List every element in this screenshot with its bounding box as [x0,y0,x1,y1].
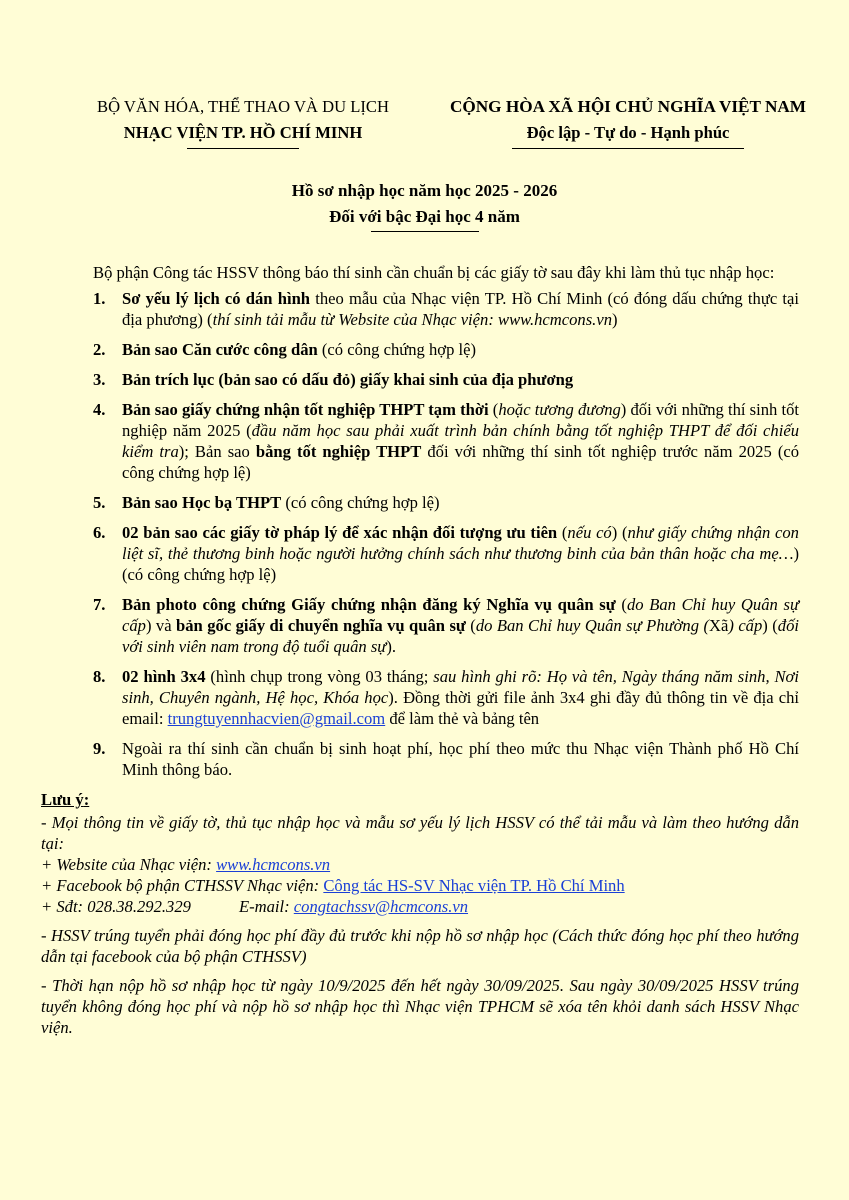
country-motto: Độc lập - Tự do - Hạnh phúc [526,123,730,142]
photo-email-link[interactable]: trungtuyennhacvien@gmail.com [167,709,386,728]
note-contact-block [41,812,799,917]
agency-header [68,94,418,149]
national-header [428,94,828,149]
note-facebook-line: + Facebook bộ phận CTHSSV Nhạc viện: Công tác HS-SV Nhạc viện TP. Hồ Chí Minh [41,876,625,895]
list-item: 8. 02 hình 3x4 (hình chụp trong vòng 03 tháng; sau hình ghi rõ: Họ và tên, Ngày tháng năm sinh, Nơi sinh, Chuyên ngành, Hệ học, Khóa học). Đồng thời gửi file ảnh 3x4 ghi đầy đủ thông tin về địa chỉ email: trungtuyennhacvien@gmail.com để làm thẻ và bảng tên [93,667,800,728]
title-line-1: Hồ sơ nhập học năm học 2025 - 2026 [291,181,558,200]
list-item: 6. 02 bản sao các giấy tờ pháp lý để xác nhận đối tượng ưu tiên (nếu có) (như giấy chứng nhận con liệt sĩ, thẻ thương binh hoặc người hưởng chính sách như thương binh của bản thân hoặc cha mẹ…) (có công chứng hợp lệ) [93,523,799,584]
intro-paragraph: Bộ phận Công tác HSSV thông báo thí sinh cần chuẩn bị các giấy tờ sau đây khi làm thủ tục nhập học: [93,263,775,282]
list-item: 1. Sơ yếu lý lịch có dán hình theo mẫu của Nhạc viện TP. Hồ Chí Minh (có đóng dấu chứng thực tại địa phương) (thí sinh tải mẫu từ Website của Nhạc viện: www.hcmcons.vn) [93,289,799,329]
institution-underline [187,148,299,149]
facebook-link[interactable]: Công tác HS-SV Nhạc viện TP. Hồ Chí Minh [323,876,625,895]
contact-email-link[interactable]: congtachssv@hcmcons.vn [293,897,469,916]
institution-name: NHẠC VIỆN TP. HỒ CHÍ MINH [123,123,363,142]
title-line-2: Đối với bậc Đại học 4 năm [329,207,520,226]
list-item: 4. Bản sao giấy chứng nhận tốt nghiệp THPT tạm thời (hoặc tương đương) đối với những thí sinh tốt nghiệp năm 2025 (đầu năm học sau phải xuất trình bản chính bằng tốt nghiệp THPT để đối chiếu kiểm tra); Bản sao bằng tốt nghiệp THPT đối với những thí sinh tốt nghiệp trước năm 2025 (có công chứng hợp lệ) [93,400,800,482]
title-underline [371,231,479,232]
list-item: 5. Bản sao Học bạ THPT (có công chứng hợp lệ) [93,493,440,512]
list-item: 9. Ngoài ra thí sinh cần chuẩn bị sinh hoạt phí, học phí theo mức thu Nhạc viện Thành phố Hồ Chí Minh thông báo. [93,739,799,779]
note-contact-line: + Sđt: 028.38.292.329 E-mail: congtachssv@hcmcons.vn [41,897,469,916]
motto-underline [512,148,744,149]
document-title [0,178,849,232]
list-item: 3. Bản trích lục (bản sao có dấu đỏ) giấy khai sinh của địa phương [93,370,574,389]
website-link[interactable]: www.hcmcons.vn [216,855,331,874]
country-name: CỘNG HÒA XÃ HỘI CHỦ NGHĨA VIỆT NAM [449,97,807,116]
ministry-name: BỘ VĂN HÓA, THỂ THAO VÀ DU LỊCH [97,97,389,116]
requirements-list [41,288,799,780]
list-item: 7. Bản photo công chứng Giấy chứng nhận đăng ký Nghĩa vụ quân sự (do Ban Chỉ huy Quân sự cấp) và bản gốc giấy di chuyển nghĩa vụ quân sự (do Ban Chỉ huy Quân sự Phường (Xã) cấp) (đối với sinh viên nam trong độ tuổi quân sự). [93,595,799,656]
note-heading: Lưu ý: [41,790,90,809]
note-paragraph-2: - HSSV trúng tuyển phải đóng học phí đầy đủ trước khi nộp hồ sơ nhập học (Cách thức đóng học phí theo hướng dẫn tại facebook của bộ phận CTHSSV) [41,926,799,966]
list-item: 2. Bản sao Căn cước công dân (có công chứng hợp lệ) [93,340,477,359]
note-website-line: + Website của Nhạc viện: www.hcmcons.vn [41,855,331,874]
note-paragraph-3: - Thời hạn nộp hồ sơ nhập học từ ngày 10/9/2025 đến hết ngày 30/09/2025. Sau ngày 30/09/2025 HSSV trúng tuyển không đóng học phí và nộp hồ sơ nhập học thì Nhạc viện TPHCM sẽ xóa tên khỏi danh sách HSSV Nhạc viện. [41,976,799,1037]
document-body [41,262,799,1046]
note-paragraph-1: - Mọi thông tin về giấy tờ, thủ tục nhập học và mẫu sơ yếu lý lịch HSSV có thể tải mẫu và làm theo hướng dẫn tại: [41,813,799,853]
